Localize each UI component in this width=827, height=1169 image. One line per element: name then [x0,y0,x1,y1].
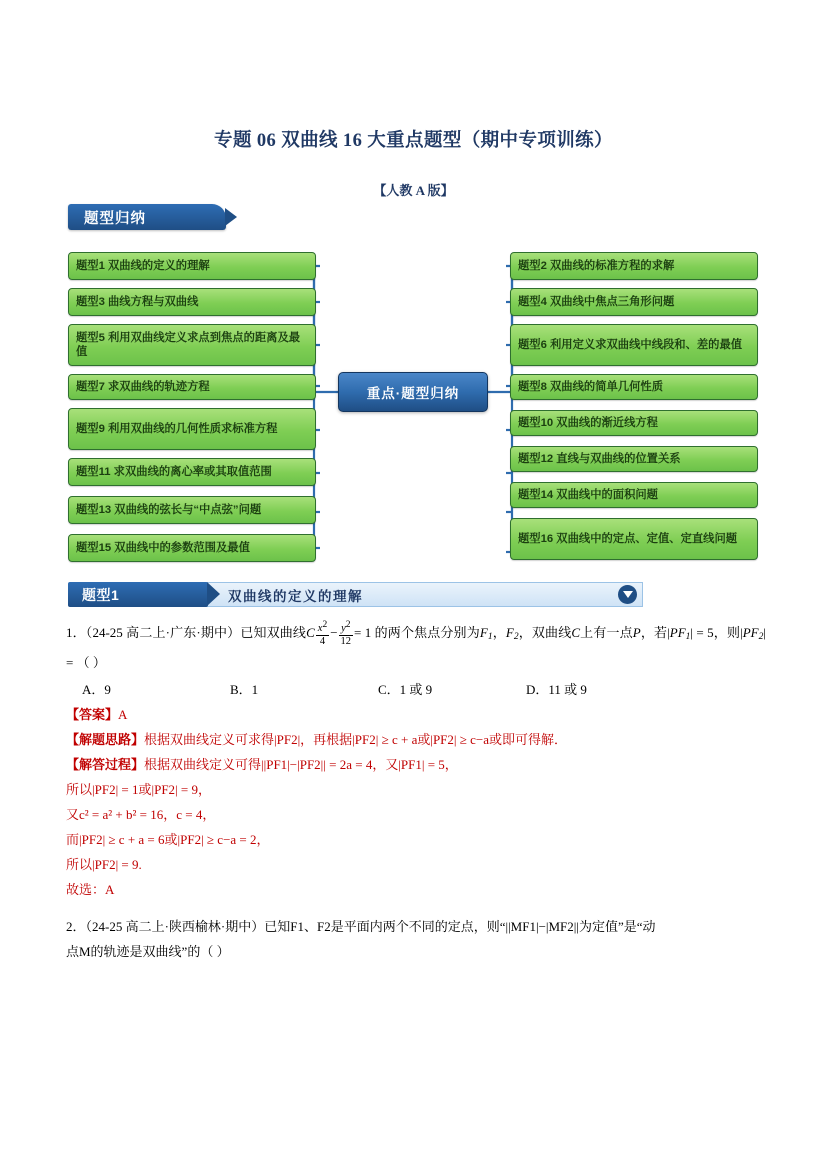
q1-curve-c: C [306,625,315,641]
mindmap-node-left-7: 题型13 双曲线的弦长与“中点弦”问题 [68,496,316,524]
question-2-line-2: 点M的轨迹是双曲线”的（ ） [66,944,230,960]
mindmap-node-left-5: 题型9 利用双曲线的几何性质求标准方程 [68,408,316,450]
summary-banner [68,204,226,230]
section-tag-label: 题型1 [82,586,120,603]
section-header [68,582,643,607]
answer-value: A [118,707,128,723]
solution-line-1: 所以|PF2| = 1或|PF2| = 9， [66,782,211,798]
section-title: 双曲线的定义的理解 [228,588,363,604]
process-text: 根据双曲线定义可得||PF1|−|PF2|| = 2a = 4，又|PF1| = 5， [144,757,458,773]
mindmap-node-left-8: 题型15 双曲线中的参数范围及最值 [68,534,316,562]
mindmap-node-left-2: 题型3 曲线方程与双曲线 [68,288,316,316]
mindmap-node-left-6: 题型11 求双曲线的离心率或其取值范围 [68,458,316,486]
question-2-line-1: 2．（24-25 高二上·陕西榆林·期中）已知F1、F2是平面内两个不同的定点，则“||MF1|−|MF2||为定值”是“动 [66,919,656,935]
option-d[interactable]: D．11 或 9 [526,682,587,698]
solution-line-2: 又c² = a² + b² = 16，c = 4， [66,807,216,823]
choose-value: A [105,882,115,898]
mindmap-center-node: 重点·题型归纳 [338,372,488,412]
idea-line [66,727,766,752]
q1-fraction-y2-12: $\frac{y2}{12}$ [340,620,352,648]
q1-fraction-x2-4: $\frac{x2}{4}$ [317,620,328,648]
mindmap-node-left-4: 题型7 求双曲线的轨迹方程 [68,374,316,400]
mindmap-node-right-8: 题型16 双曲线中的定点、定值、定直线问题 [510,518,758,560]
choose-line [66,877,766,902]
mindmap-node-right-4: 题型8 双曲线的简单几何性质 [510,374,758,400]
mindmap-node-left-1: 题型1 双曲线的定义的理解 [68,252,316,280]
banner-label: 题型归纳 [84,210,146,227]
choose-label: 故选： [66,882,106,898]
mindmap-node-left-3: 题型5 利用双曲线定义求点到焦点的距离及最值 [68,324,316,366]
mindmap-node-right-7: 题型14 双曲线中的面积问题 [510,482,758,508]
page-subtitle: 【人教 A 版】 [373,183,454,198]
question-1-stem: 1．（24-25 高二上·广东·期中）已知双曲线C $\frac{x2}{4}$ − $\frac{y2}{12}$ = 1 的两个焦点分别为$F_1$，$F_2$，双曲线C上有一点P，若$|PF_1| = 5$，则$|PF_2|$ = （ ） [66,620,766,671]
process-label: 【解答过程】 [66,757,145,773]
mindmap-node-right-3: 题型6 利用定义求双曲线中线段和、差的最值 [510,324,758,366]
question-body [66,620,766,964]
idea-text: 根据双曲线定义可求得|PF2|，再根据|PF2| ≥ c + a或|PF2| ≥ c−a或即可得解． [144,732,568,748]
question-1-options [66,677,766,702]
mindmap-node-right-2: 题型4 双曲线中焦点三角形问题 [510,288,758,316]
q1-stem-mid: = 1 的两个焦点分别为 [354,625,480,641]
option-c[interactable]: C．1 或 9 [378,682,433,698]
solution-line-4: 所以|PF2| = 9. [66,857,142,873]
option-b[interactable]: B．1 [230,682,259,698]
mindmap-node-right-5: 题型10 双曲线的渐近线方程 [510,410,758,436]
q1-stem-pre: 1．（24-25 高二上·广东·期中）已知双曲线 [66,625,307,641]
section-tag [68,582,208,607]
triangle-down-icon [618,585,637,604]
mindmap-node-right-6: 题型12 直线与双曲线的位置关系 [510,446,758,472]
answer-label: 【答案】 [66,707,119,723]
process-line [66,752,766,777]
mindmap-node-right-1: 题型2 双曲线的标准方程的求解 [510,252,758,280]
option-a[interactable]: A．9 [82,682,111,698]
solution-line-3: 而|PF2| ≥ c + a = 6或|PF2| ≥ c−a = 2， [66,832,270,848]
mindmap [68,240,758,578]
idea-label: 【解题思路】 [66,732,145,748]
page-title: 专题 06 双曲线 16 大重点题型（期中专项训练） [214,131,613,151]
answer-line [66,702,766,727]
